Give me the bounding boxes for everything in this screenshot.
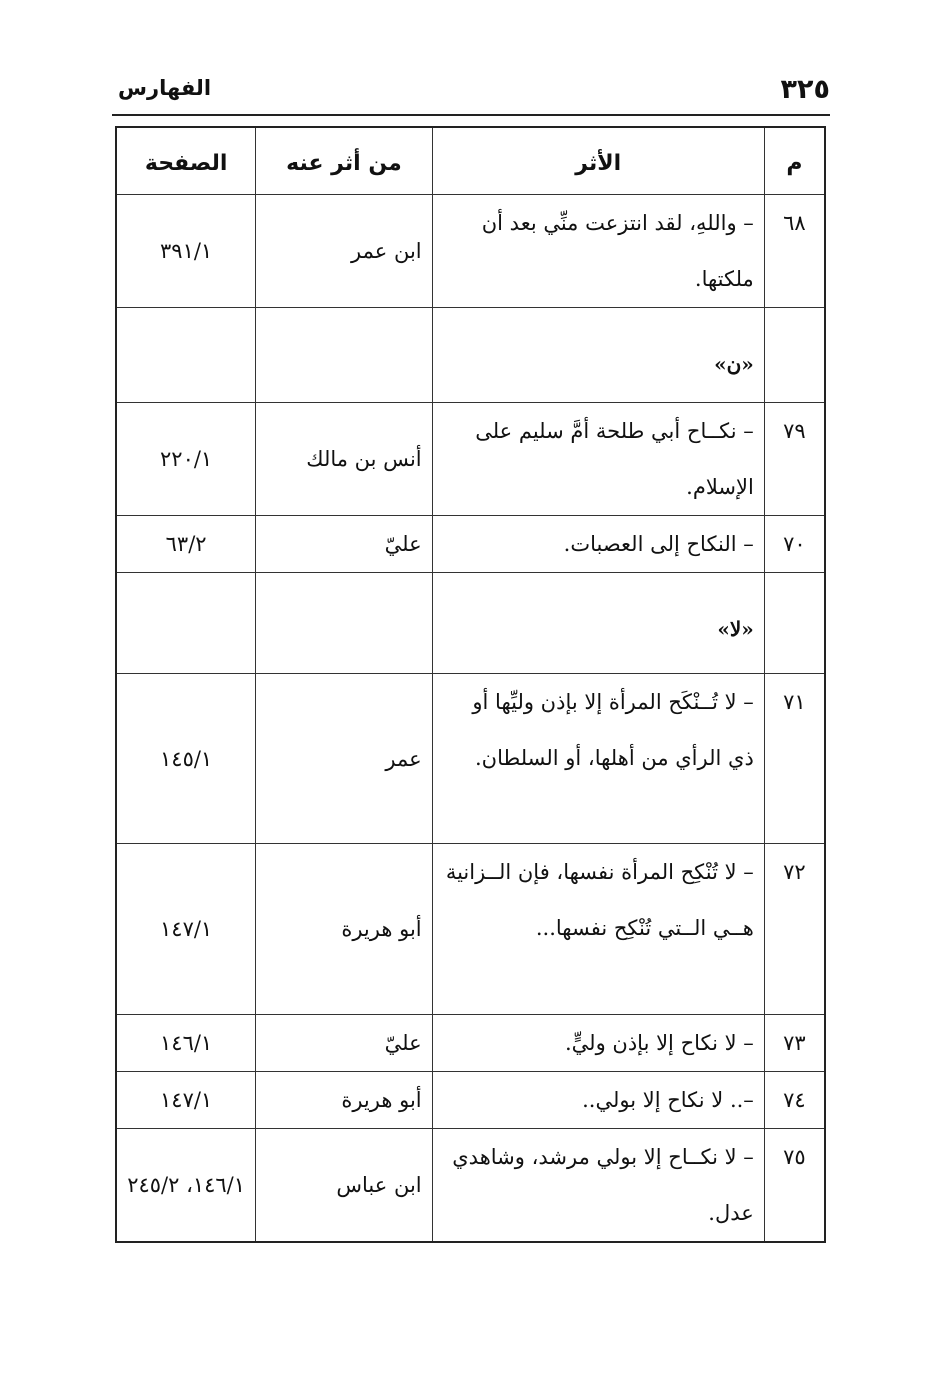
athar-text: –.. لا نكاح إلا بولي..	[432, 1072, 764, 1129]
table-row	[116, 516, 825, 573]
column-header-page: الصفحة	[116, 127, 256, 195]
page-ref: ١٤٧/١	[116, 844, 256, 1015]
athar-text: – واللهِ، لقد انتزعت منِّي بعد أن ملكتها.	[432, 195, 764, 308]
page-ref: ١٤٧/١	[116, 1072, 256, 1129]
empty-cell	[116, 573, 256, 674]
narrator: ابن عباس	[256, 1129, 432, 1243]
narrator: عليّ	[256, 516, 432, 573]
empty-cell	[116, 308, 256, 403]
athar-text: – نكــاح أبي طلحة أمَّ سليم على الإسلام.	[432, 403, 764, 516]
narrator: ابن عمر	[256, 195, 432, 308]
page-ref: ٦٣/٢	[116, 516, 256, 573]
page-ref: ١٤٦/١	[116, 1015, 256, 1072]
table-row	[116, 195, 825, 308]
empty-cell	[256, 308, 432, 403]
narrator: عمر	[256, 674, 432, 844]
page-ref: ٣٩١/١	[116, 195, 256, 308]
row-number: ٦٨	[764, 195, 825, 308]
table-row	[116, 1129, 825, 1243]
row-number: ٧٥	[764, 1129, 825, 1243]
section-heading: «ن»	[714, 352, 754, 376]
athar-text: – لا نكاح إلا بإذن وليٍّ.	[432, 1015, 764, 1072]
page-number: ٣٢٥	[780, 74, 830, 105]
section-row	[116, 308, 825, 403]
table-row	[116, 674, 825, 844]
table-header-row	[116, 127, 825, 195]
row-number: ٧٢	[764, 844, 825, 1015]
empty-cell	[764, 308, 825, 403]
athar-text: – لا نكــاح إلا بولي مرشد، وشاهدي عدل.	[432, 1129, 764, 1243]
athar-text: – لا تُنْكِح المرأة نفسها، فإن الــزانية هــي الــتي تُنْكِح نفسها...	[432, 844, 764, 1015]
page-header	[112, 74, 830, 116]
table-row	[116, 1072, 825, 1129]
row-number: ٧٤	[764, 1072, 825, 1129]
empty-cell	[764, 573, 825, 674]
section-heading: «لا»	[717, 617, 754, 641]
column-header-narrator: من أثر عنه	[256, 127, 432, 195]
narrator: أنس بن مالك	[256, 403, 432, 516]
page-ref: ٢٢٠/١	[116, 403, 256, 516]
column-header-num: م	[764, 127, 825, 195]
row-number: ٧١	[764, 674, 825, 844]
table-row	[116, 403, 825, 516]
column-header-athar: الأثر	[432, 127, 764, 195]
running-title: الفهارس	[118, 76, 212, 100]
page-ref: ١٤٥/١	[116, 674, 256, 844]
section-cell	[432, 308, 764, 403]
row-number: ٧٠	[764, 516, 825, 573]
section-cell	[432, 573, 764, 674]
narrator: أبو هريرة	[256, 844, 432, 1015]
narrator: عليّ	[256, 1015, 432, 1072]
row-number: ٧٣	[764, 1015, 825, 1072]
athar-text: – لا تُــنْكَح المرأة إلا بإذن وليِّها أو ذي الرأي من أهلها، أو السلطان.	[432, 674, 764, 844]
athar-text: – النكاح إلى العصبات.	[432, 516, 764, 573]
row-number: ٧٩	[764, 403, 825, 516]
narrator: أبو هريرة	[256, 1072, 432, 1129]
empty-cell	[256, 573, 432, 674]
athar-index-table	[115, 126, 826, 1243]
page-ref: ١٤٦/١، ٢٤٥/٢	[116, 1129, 256, 1243]
table-row	[116, 844, 825, 1015]
section-row	[116, 573, 825, 674]
table-row	[116, 1015, 825, 1072]
